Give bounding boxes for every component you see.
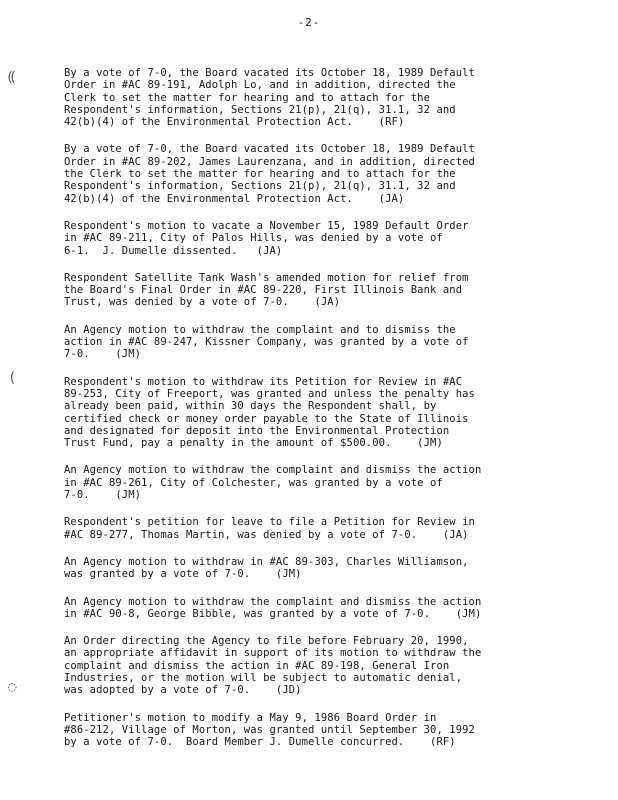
page-number: -2- [297, 16, 321, 29]
paragraph-86-212: Petitioner's motion to modify a May 9, 1986 Board Order in #86-212, Village of Morton, was granted until September 30, 1992 by a vote of 7-0. Board Member J. Dumelle concurred. (RF) [64, 711, 475, 749]
paragraph-ac-89-211: Respondent's motion to vacate a November 15, 1989 Default Order in #AC 89-211, City of Palos Hills, was denied by a vote of 6-1. J. Dumelle dissented. (JA) [64, 219, 469, 257]
paragraph-ac-89-253: Respondent's motion to withdraw its Petition for Review in #AC 89-253, City of Freeport, was granted and unless the penalty has already been paid, within 30 days the Respondent shall, by certified check or money order payable to the State of Illinois and designated for deposit into the Environmental Protection Trust Fund, pay a penalty in the amount of $500.00. (JM) [64, 375, 475, 450]
document-body [64, 67, 584, 763]
paragraph-ac-89-220: Respondent Satellite Tank Wash's amended motion for relief from the Board's Final Order in #AC 89-220, First Illinois Bank and Trust, was denied by a vote of 7-0. (JA) [64, 271, 469, 309]
punch-hole-mark-middle: ( [8, 370, 17, 386]
paragraph-ac-89-277: Respondent's petition for leave to file a Petition for Review in #AC 89-277, Thomas Martin, was denied by a vote of 7-0. (JA) [64, 516, 475, 541]
punch-hole-mark-bottom: ◌ [8, 679, 17, 695]
paragraph-ac-89-191: By a vote of 7-0, the Board vacated its October 18, 1989 Default Order in #AC 89-191, Adolph Lo, and in addition, directed the Clerk to set the matter for hearing and to attach for the Respondent's information, Sections 21(p), 21(q), 31.1, 32 and 42(b)(4) of the Environmental Protection Act. (RF) [64, 67, 475, 129]
paragraph-ac-89-202: By a vote of 7-0, the Board vacated its October 18, 1989 Default Order in #AC 89-202, James Laurenzana, and in addition, directed the Clerk to set the matter for hearing and to attach for the Respondent's information, Sections 21(p), 21(q), 31.1, 32 and 42(b)(4) of the Environmental Protection Act. (JA) [64, 143, 475, 205]
punch-hole-mark-top: ⸨ [8, 69, 16, 85]
paragraph-ac-89-198: An Order directing the Agency to file before February 20, 1990, an appropriate affidavit in support of its motion to withdraw the complaint and dismiss the action in #AC 89-198, General Iron Industries, or the motion will be subject to automatic denial, was adopted by a vote of 7-0. (JD) [64, 635, 482, 697]
paragraph-ac-89-247: An Agency motion to withdraw the complaint and to dismiss the action in #AC 89-247, Kissner Company, was granted by a vote of 7-0. (JM) [64, 323, 469, 361]
paragraph-ac-89-261: An Agency motion to withdraw the complaint and dismiss the action in #AC 89-261, City of Colchester, was granted by a vote of 7-0. (JM) [64, 464, 482, 502]
paragraph-ac-90-8: An Agency motion to withdraw the complaint and dismiss the action in #AC 90-8, George Bibble, was granted by a vote of 7-0. (JM) [64, 595, 482, 620]
paragraph-ac-89-303: An Agency motion to withdraw in #AC 89-303, Charles Williamson, was granted by a vote of 7-0. (JM) [64, 555, 469, 581]
